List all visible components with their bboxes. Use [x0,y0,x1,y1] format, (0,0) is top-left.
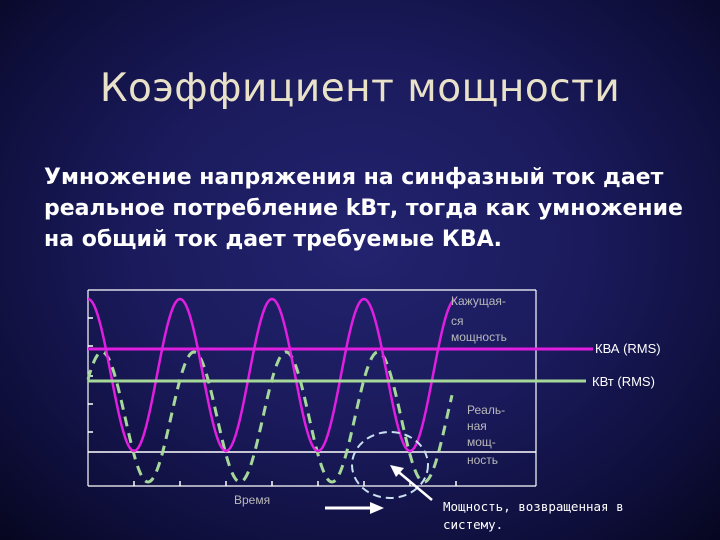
time-label: Время [234,493,271,507]
time-arrowhead [370,502,384,514]
real-power-label-line-3: мощ- [467,435,496,449]
returned-power-arrow-shaft [395,469,432,500]
returned-power-label-line-1: Мощность, возвращенная в [443,499,624,514]
real-power-label [467,403,508,467]
kva-rms-label: КВА (RMS) [595,341,661,356]
real-power-label-line-2: ная [467,419,487,433]
slide-title: Коэффициент мощности [99,66,621,111]
body-line-2: реальное потребление kВт, тогда как умножение [44,196,683,221]
real-power-label-line-4: ность [467,453,499,467]
real-power-label-line-1: Реаль- [467,403,506,417]
body-line-3: на общий ток дает требуемые КВА. [44,227,503,252]
apparent-power-label-line-2: ся [451,314,464,328]
apparent-power-label-line-3: мощность [451,330,507,344]
body-line-1: Умножение напряжения на синфазный ток дает [44,165,664,190]
apparent-power-wave [88,299,455,451]
real-power-dashed-wave [88,352,452,482]
axis-ticks [88,318,456,486]
returned-power-label [443,499,631,532]
returned-power-label-line-2: систему. [443,517,504,532]
apparent-power-label-line-1: Кажущая- [451,294,506,308]
apparent-power-label [451,294,509,344]
kwt-rms-label: КВт (RMS) [592,374,655,389]
